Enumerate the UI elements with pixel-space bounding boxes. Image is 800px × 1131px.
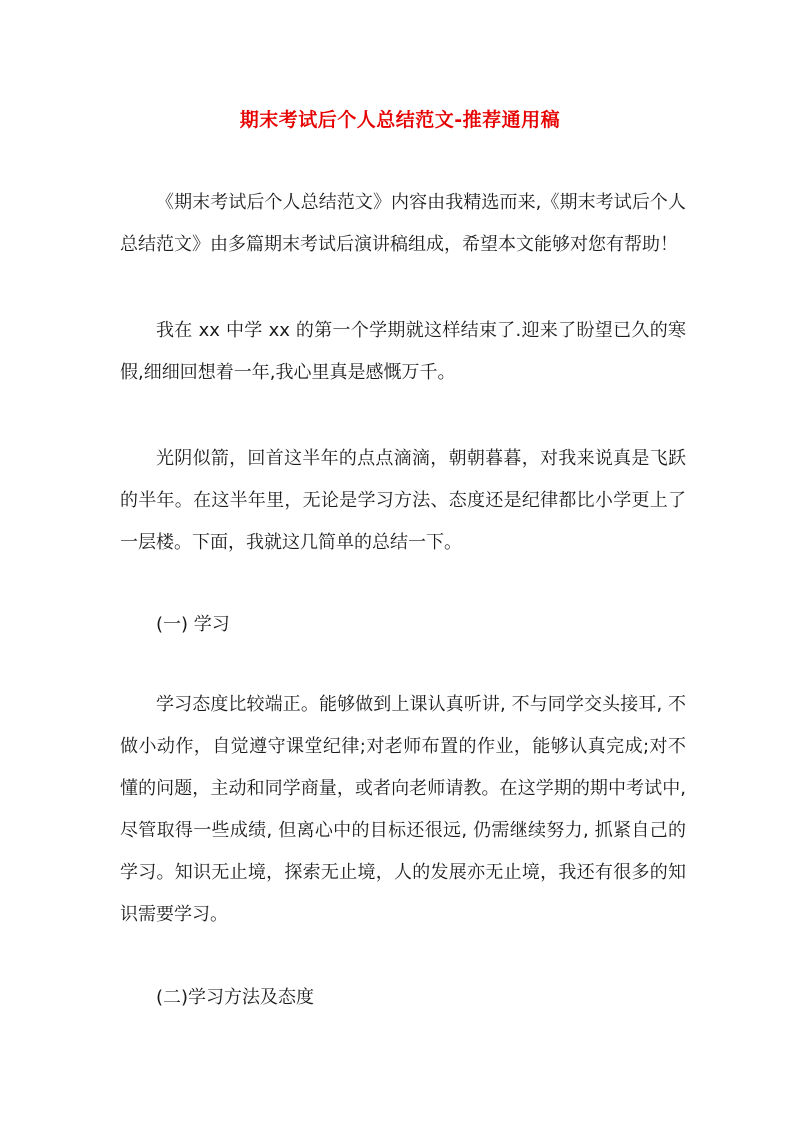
section-heading-study: (一) 学习 [156, 614, 230, 635]
paragraph-semester-end: 我在 xx 中学 xx 的第一个学期就这样结束了.迎来了盼望已久的寒假,细细回想着一年,我心里真是感慨万千。 [120, 320, 686, 383]
paragraph-study-attitude: 学习态度比较端正。能够做到上课认真听讲, 不与同学交头接耳, 不做小动作，自觉遵守课堂纪律;对老师布置的作业，能够认真完成;对不懂的问题，主动和同学商量，或者向老师请教。在这学期的期中考试中, 尽管取得一些成绩, 但离心中的目标还很远, 仍需继续努力, 抓紧自己的学习。知识无止境，探索无止境，人的发展亦无止境，我还有很多的知识需要学习。 [120, 694, 686, 925]
paragraph-half-year: 光阴似箭，回首这半年的点点滴滴，朝朝暮暮，对我来说真是飞跃的半年。在这半年里，无论是学习方法、态度还是纪律都比小学更上了一层楼。下面，我就这几简单的总结一下。 [120, 448, 686, 553]
intro-paragraph: 《期末考试后个人总结范文》内容由我精选而来,《期末考试后个人总结范文》由多篇期末考试后演讲稿组成，希望本文能够对您有帮助！ [120, 192, 686, 255]
document-title: 期末考试后个人总结范文-推荐通用稿 [239, 109, 561, 131]
section-heading-method: (二)学习方法及态度 [156, 987, 315, 1008]
